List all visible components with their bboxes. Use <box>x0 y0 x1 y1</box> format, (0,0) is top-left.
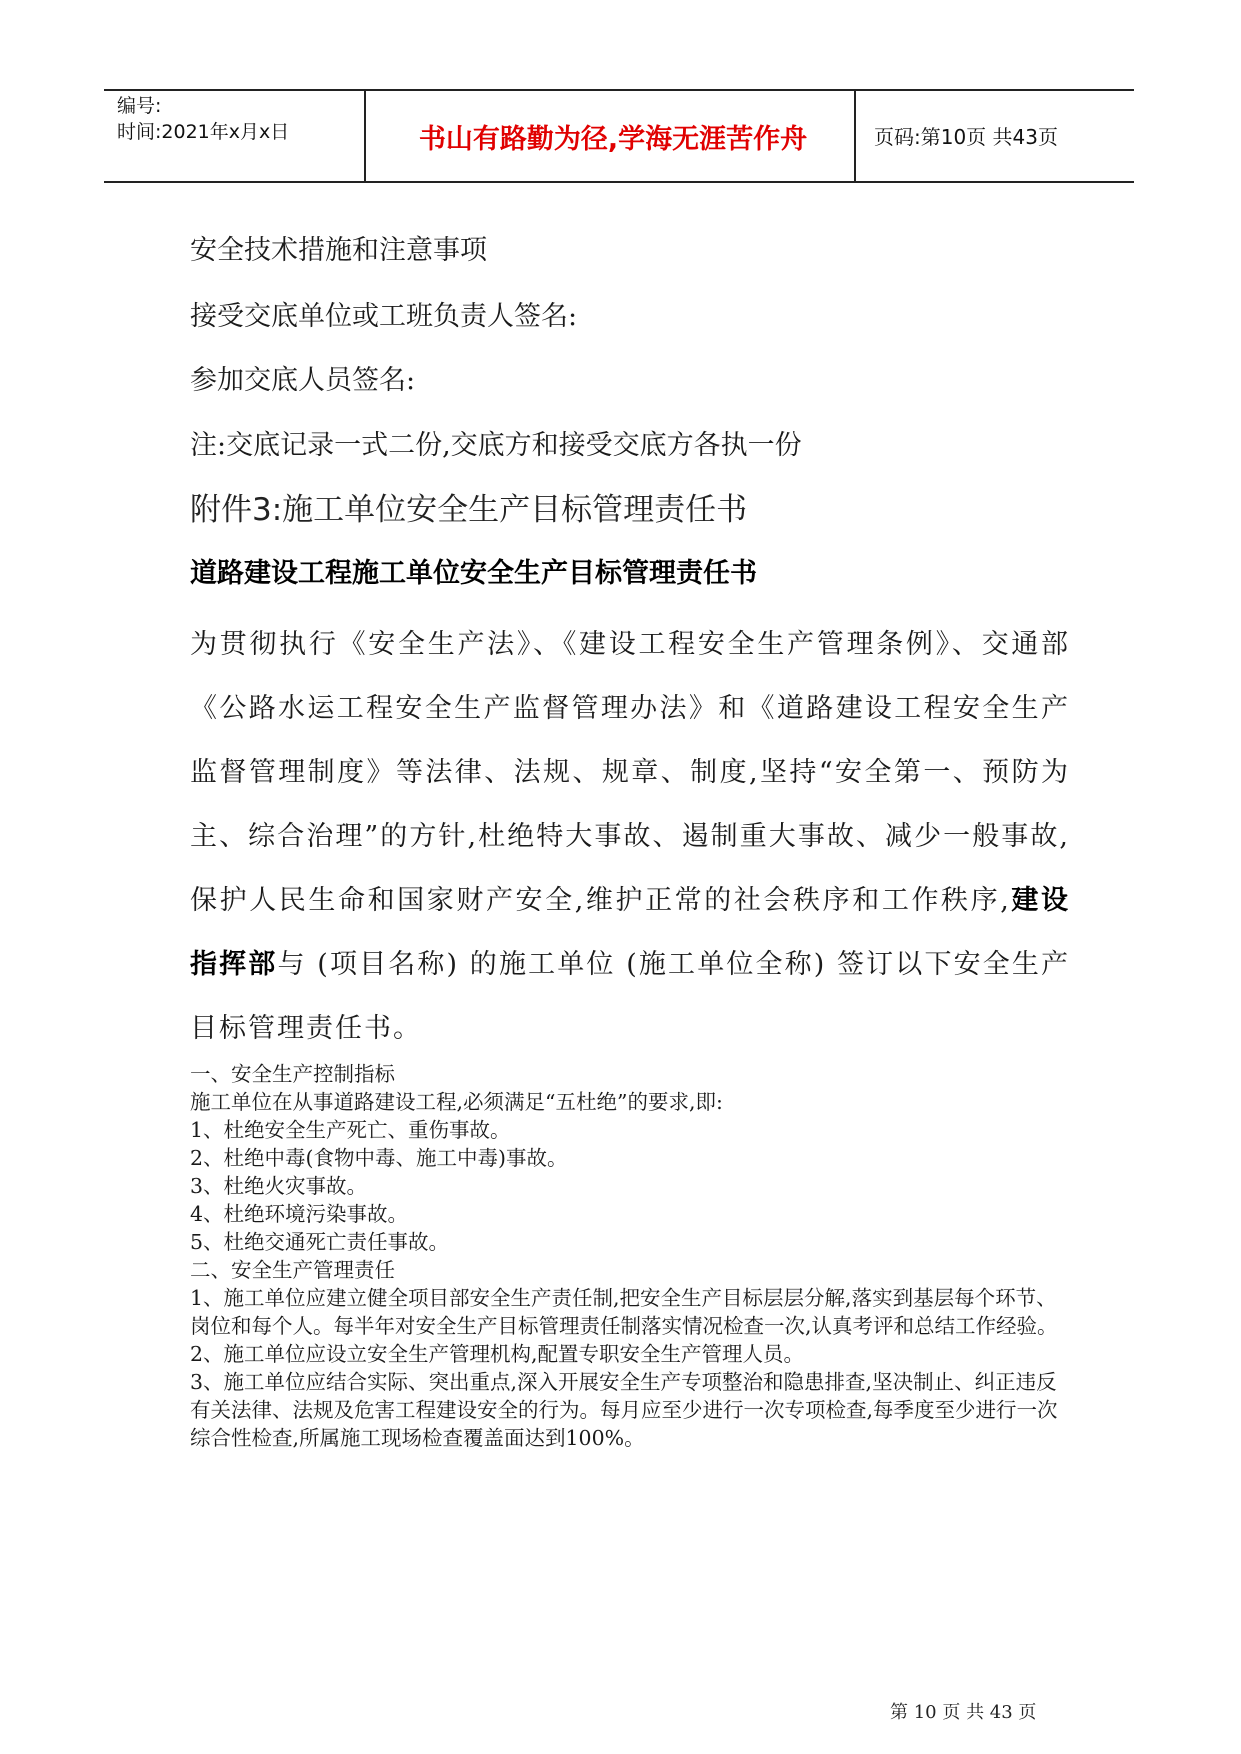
attachment-title: 附件3:施工单位安全生产目标管理责任书 <box>190 492 748 528</box>
list-item: 施工单位在从事道路建设工程,必须满足“五杜绝”的要求,即: <box>190 1090 723 1114</box>
list-item: 1、杜绝安全生产死亡、重伤事故。 <box>190 1118 511 1142</box>
header-time-label: 时间:2021年x月x日 <box>117 121 290 143</box>
list-item: 3、杜绝火灾事故。 <box>190 1174 368 1198</box>
intro-paragraph <box>190 613 1070 1061</box>
header-divider-left <box>364 89 366 183</box>
line-note: 注:交底记录一式二份,交底方和接受交底方各执一份 <box>190 430 802 461</box>
list-item: 2、杜绝中毒(食物中毒、施工中毒)事故。 <box>190 1146 568 1170</box>
intro-text-part2: 与 (项目名称) 的施工单位 (施工单位全称) 签订以下安全生产目标管理责任书。 <box>190 949 1071 1044</box>
list-item: 4、杜绝环境污染事故。 <box>190 1202 409 1226</box>
list-item: 1、施工单位应建立健全项目部安全生产责任制,把安全生产目标层层分解,落实到基层每个环节、岗位和每个人。每半年对安全生产目标管理责任制落实情况检查一次,认真考评和总结工作经验。 <box>190 1286 1058 1338</box>
page-header <box>104 89 1134 183</box>
header-top-rule <box>104 89 1134 91</box>
list-item: 3、施工单位应结合实际、突出重点,深入开展安全生产专项整治和隐患排查,坚决制止、纠正违反有关法律、法规及危害工程建设安全的行为。每月应至少进行一次专项检查,每季度至少进行一次综合性检查,所属施工现场检查覆盖面达到100%。 <box>190 1370 1058 1450</box>
line-participants-signature: 参加交底人员签名: <box>190 365 416 396</box>
header-bottom-rule <box>104 181 1134 183</box>
header-number-label: 编号: <box>117 95 162 117</box>
header-motto: 书山有路勤为径,学海无涯苦作舟 <box>418 124 808 155</box>
line-safety-measures: 安全技术措施和注意事项 <box>190 235 487 266</box>
header-meta <box>117 93 289 145</box>
list-item: 5、杜绝交通死亡责任事故。 <box>190 1230 450 1254</box>
responsibility-list <box>190 1060 1070 1452</box>
document-heading: 道路建设工程施工单位安全生产目标管理责任书 <box>190 558 757 589</box>
list-item: 二、安全生产管理责任 <box>190 1258 395 1282</box>
list-item: 2、施工单位应设立安全生产管理机构,配置专职安全生产管理人员。 <box>190 1342 805 1366</box>
intro-bold-text: 建设指挥部 <box>190 885 1071 980</box>
page-footer: 第 10 页 共 43 页 <box>890 1702 1037 1723</box>
header-page-label: 页码:第10页 共43页 <box>874 125 1058 149</box>
list-item: 一、安全生产控制指标 <box>190 1062 395 1086</box>
line-receiver-signature: 接受交底单位或工班负责人签名: <box>190 301 578 332</box>
intro-text-part1: 为贯彻执行《安全生产法》、《建设工程安全生产管理条例》、交通部《公路水运工程安全生产监督管理办法》和《道路建设工程安全生产监督管理制度》等法律、法规、规章、制度,坚持“安全第一、预防为主、综合治理”的方针,杜绝特大事故、遏制重大事故、减少一般事故,保护人民生命和国家财产安全,维护正常的社会秩序和工作秩序, <box>190 629 1070 916</box>
